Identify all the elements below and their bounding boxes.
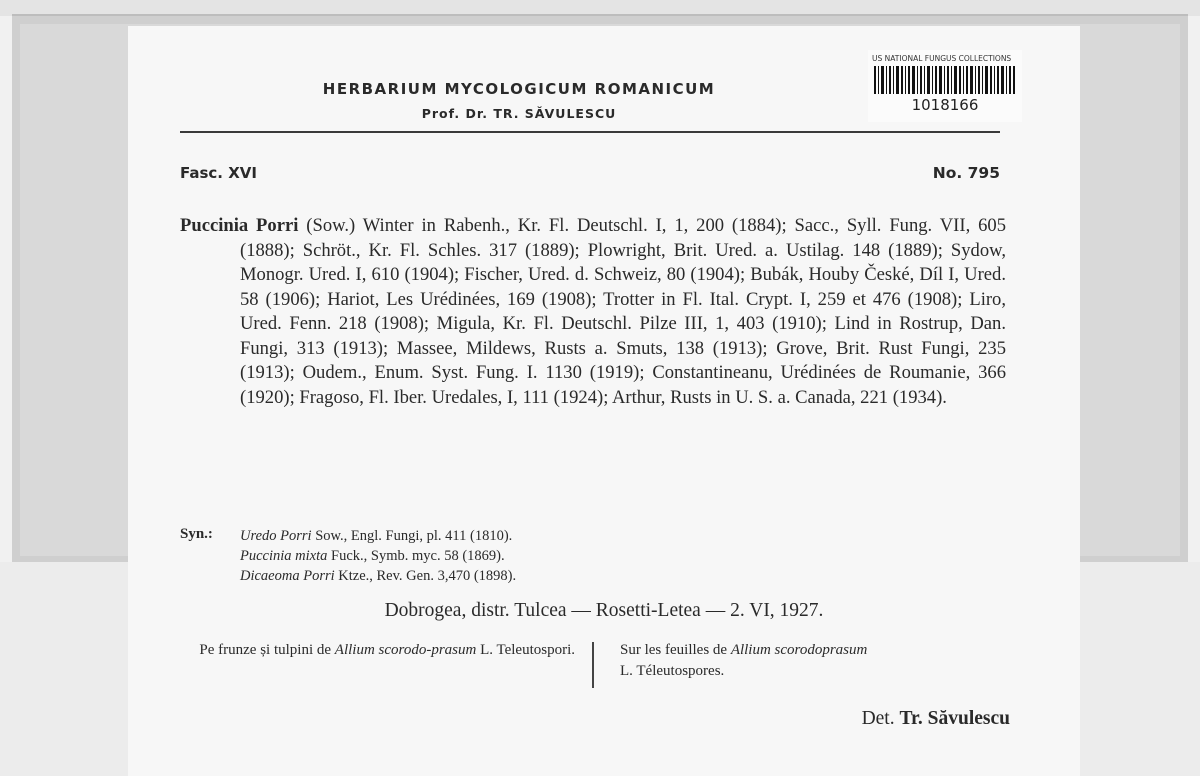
herbarium-subtitle: Prof. Dr. TR. SĂVULESCU <box>421 106 617 121</box>
host-french <box>620 640 1020 682</box>
host-divider <box>592 642 594 688</box>
species-name: Puccinia Porri <box>180 215 299 236</box>
host-ro-species: Allium scorodo-prasum <box>334 642 477 658</box>
specimen-label <box>128 26 1080 776</box>
fascicle: Fasc. XVI <box>180 164 257 182</box>
synonym-item <box>240 566 1000 586</box>
synonym-name: Dicaeoma Porri <box>240 568 335 584</box>
host-ro-suffix: L. Teleutospori. <box>480 642 575 658</box>
barcode-collection: US NATIONAL FUNGUS COLLECTIONS <box>872 54 1012 63</box>
species-citation-block <box>180 214 1006 410</box>
header-divider <box>180 131 1000 133</box>
barcode-icon <box>874 66 1016 94</box>
synonym-item <box>240 526 1000 546</box>
determiner-name: Tr. Săvulescu <box>899 708 1010 729</box>
synonym-name: Puccinia mixta <box>240 548 328 564</box>
synonym-ref: Sow., Engl. Fungi, pl. 411 (1810). <box>315 528 513 544</box>
synonyms-list <box>240 526 1000 586</box>
species-citation: (Sow.) Winter in Rabenh., Kr. Fl. Deutschl. I, 1, 200 (1884); Sacc., Syll. Fung. VII, 605 (1888); Schröt., Kr. Fl. Schles. 317 (1889); Plowright, Brit. Ured. a. Ustilag. 148 (1889); Sydow, Monogr. Ured. I, 610 (1904); Fischer, Ured. d. Schweiz, 80 (1904); Bubák, Houby České, Díl I, Ured. 58 (1906); Hariot, Les Urédinées, 169 (1908); Trotter in Fl. Ital. Crypt. I, 259 et 476 (1908); Liro, Ured. Fenn. 218 (1908); Migula, Kr. Fl. Deutschl. Pilze III, 1, 403 (1910); Lind in Rostrup, Dan. Fungi, 313 (1913); Massee, Mildews, Rusts a. Smuts, 138 (1913); Grove, Brit. Rust Fungi, 235 (1913); Oudem., Enum. Syst. Fung. I. 1130 (1919); Constantineanu, Urédinées de Roumanie, 366 (1920); Fragoso, Fl. Iber. Uredales, I, 111 (1924); Arthur, Rusts in U. S. a. Canada, 221 (1934). <box>240 215 1006 408</box>
host-fr-suffix: L. Téleutospores. <box>620 663 725 679</box>
synonym-name: Uredo Porri <box>240 528 312 544</box>
herbarium-title: HERBARIUM MYCOLOGICUM ROMANICUM <box>322 80 716 98</box>
synonym-item <box>240 546 1000 566</box>
host-ro-prefix: Pe frunze și tulpini de <box>199 642 332 658</box>
synonym-ref: Ktze., Rev. Gen. 3,470 (1898). <box>338 568 517 584</box>
determiner <box>808 708 1010 730</box>
host-fr-prefix: Sur les feuilles de <box>620 642 728 658</box>
collection-locality: Dobrogea, distr. Tulcea — Rosetti-Letea — 2. VI, 1927. <box>384 600 824 621</box>
barcode-number: 1018166 <box>911 96 979 114</box>
specimen-number: No. 795 <box>932 164 1000 182</box>
host-romanian <box>180 640 575 661</box>
synonyms-label: Syn.: <box>180 526 213 542</box>
barcode-label <box>868 50 1022 122</box>
synonym-ref: Fuck., Symb. myc. 58 (1869). <box>331 548 505 564</box>
host-fr-species: Allium scorodoprasum <box>730 642 868 658</box>
determiner-prefix: Det. <box>861 708 895 729</box>
